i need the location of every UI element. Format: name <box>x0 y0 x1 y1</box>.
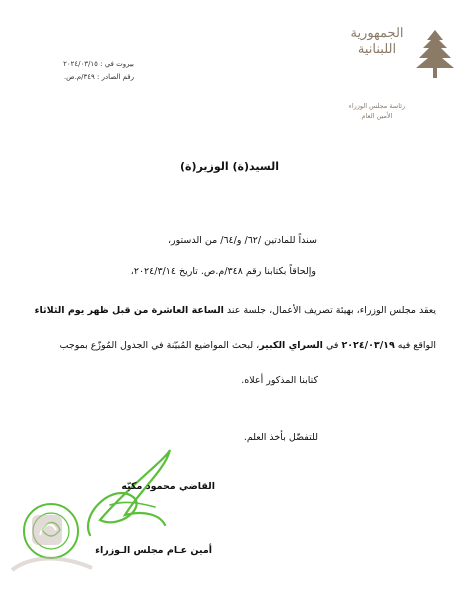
signer-name: القاضي محمود مكيّه <box>121 481 215 492</box>
session-location: السراي الكبير <box>259 340 323 351</box>
letterhead <box>318 20 458 120</box>
republic-name <box>342 26 412 58</box>
body-line-1: سنداً للمادتين /٦٢/ و/٦٤/ من الدستور، <box>167 235 317 246</box>
body-line-4-in: في <box>322 340 342 351</box>
presidency-name: رئاسة مجلس الوزراء <box>348 102 406 110</box>
signer-title: أمين عـام مجلس الـوزراء <box>95 545 212 556</box>
body-line-4-rest: ، لبحث المواضيع المُبيّنة في الجدول المُوزّع بموجب <box>59 340 260 351</box>
body-line-2: وإلحاقاً بكتابنا رقم ٣٤٨/م.ص. تاريخ ٢٠٢٤/٣/١٤، <box>130 266 316 277</box>
general-secretary-label: الأمين العام <box>361 112 393 120</box>
body-line-5: كتابنا المذكور أعلاه. <box>241 375 318 386</box>
body-line-3 <box>35 304 436 318</box>
cedar-logo <box>412 28 458 80</box>
letter-reference: رقم الصادر : ٣٤٩/م.ص. <box>63 73 134 81</box>
watermark-logo <box>2 510 102 590</box>
closing-line: للتفضّل بأخذ العلم. <box>243 432 318 443</box>
salutation: السيد(ة) الوزير(ة) <box>180 160 279 173</box>
republic-line-2: اللبنانية <box>357 42 397 57</box>
session-date: ٢٠٢٤/٠٣/١٩ <box>341 340 395 351</box>
session-time: الساعة العاشرة من قبل ظهر يوم الثلاثاء <box>34 305 224 316</box>
body-line-4-text: الواقع فيه <box>394 340 436 351</box>
body-line-4 <box>60 339 437 353</box>
letter-meta <box>24 58 134 84</box>
letter-date: بيروت في : ٢٠٢٤/٠٣/١٥ <box>63 60 134 68</box>
republic-line-1: الجمهورية <box>350 26 404 41</box>
body-line-3-text: يعقد مجلس الوزراء، بهيئة تصريف الأعمال، جلسة عند <box>223 305 436 316</box>
